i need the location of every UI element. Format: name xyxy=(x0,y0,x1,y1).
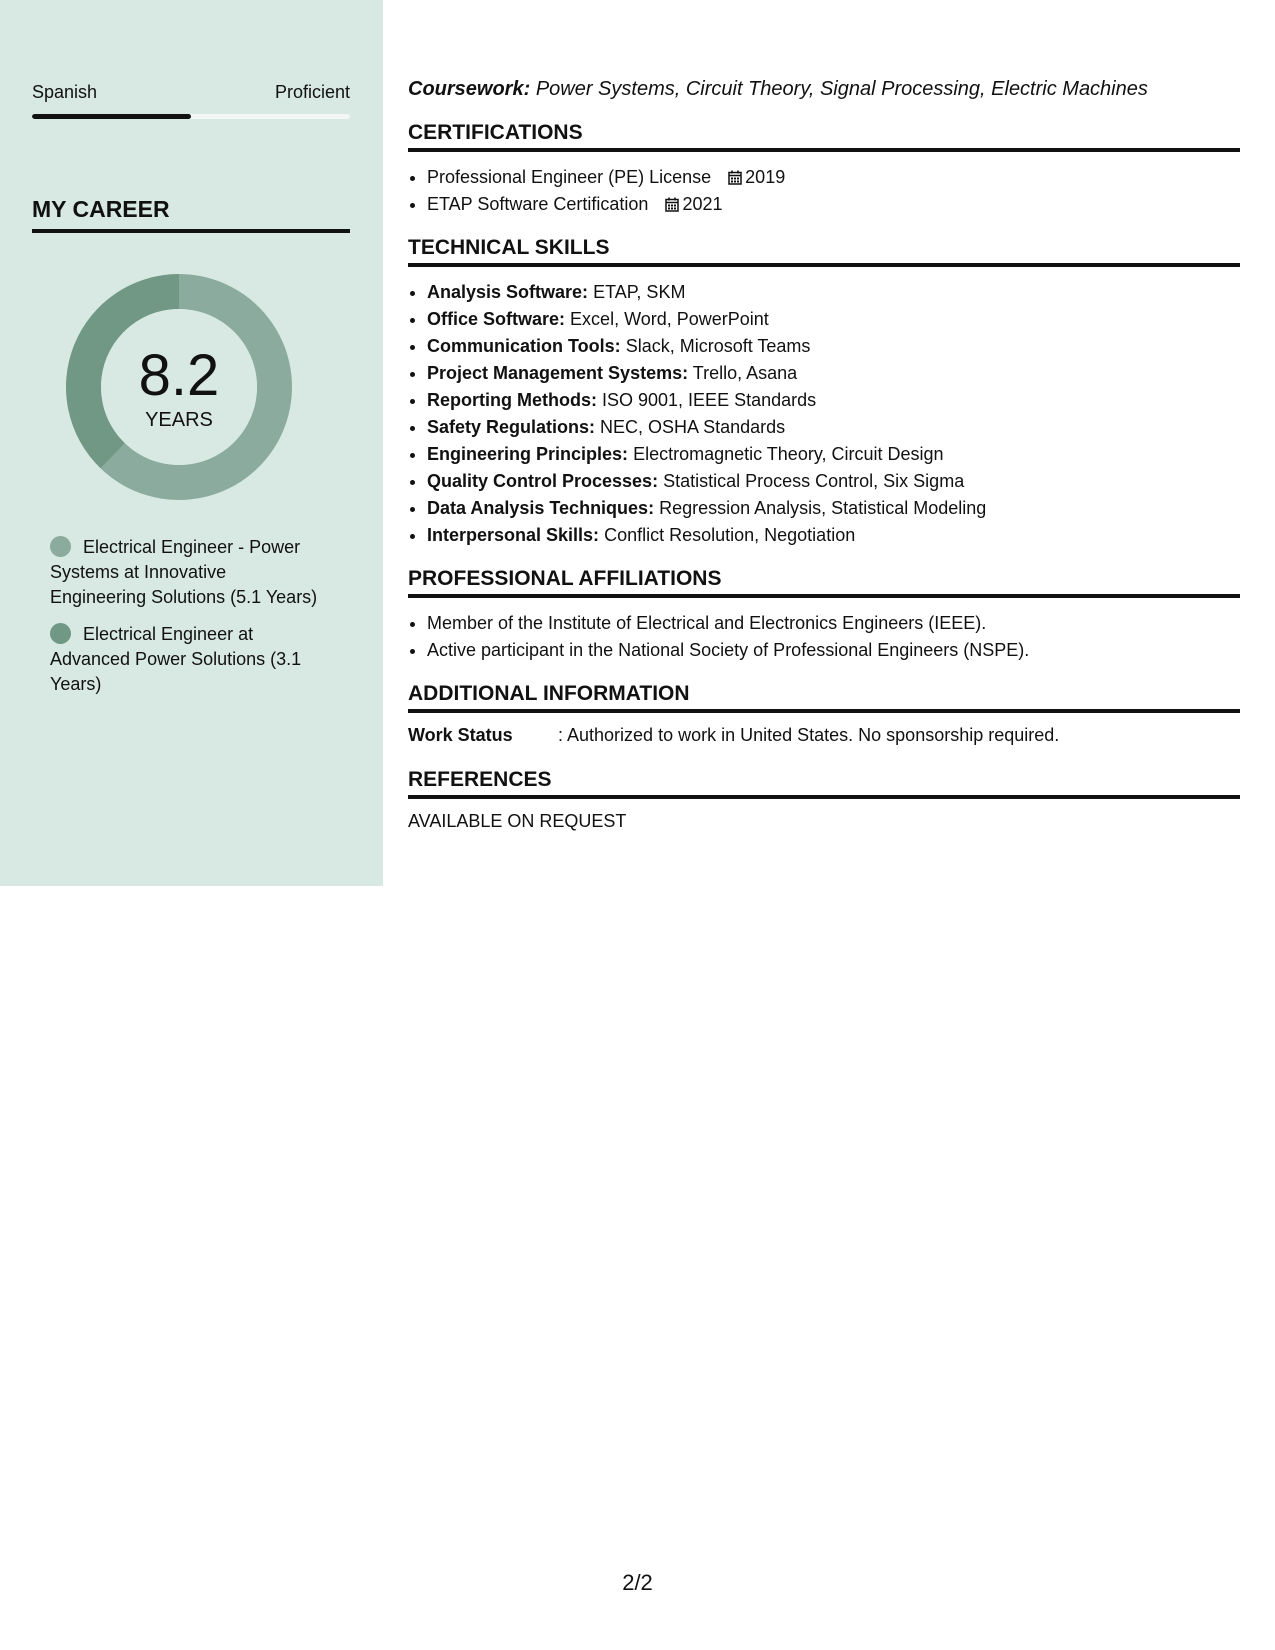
language-name: Spanish xyxy=(32,82,98,102)
skill-value: ISO 9001, IEEE Standards xyxy=(602,390,817,410)
work-status-value: : Authorized to work in United States. No sponsorship required. xyxy=(558,725,1060,745)
career-item xyxy=(50,622,320,697)
skill-item xyxy=(427,414,1240,441)
skill-label: Communication Tools: xyxy=(427,336,621,356)
skill-item xyxy=(427,306,1240,333)
references-title: REFERENCES xyxy=(408,768,1240,799)
skill-label: Office Software: xyxy=(427,309,566,329)
skill-item xyxy=(427,495,1240,522)
skill-label: Interpersonal Skills: xyxy=(427,525,600,545)
skill-label: Data Analysis Techniques: xyxy=(427,498,655,518)
career-title: MY CAREER xyxy=(32,196,350,233)
certifications-title: CERTIFICATIONS xyxy=(408,121,1240,152)
skill-label: Safety Regulations: xyxy=(427,417,596,437)
affiliations-title: PROFESSIONAL AFFILIATIONS xyxy=(408,567,1240,598)
affiliation-item: • Member of the Institute of Electrical and Electronics Engineers (IEEE). xyxy=(427,610,1240,637)
skill-value: Electromagnetic Theory, Circuit Design xyxy=(633,444,944,464)
language-level: Proficient xyxy=(274,82,350,102)
skill-item xyxy=(427,360,1240,387)
skill-label: Engineering Principles: xyxy=(427,444,629,464)
skill-label: Quality Control Processes: xyxy=(427,471,659,491)
career-total-unit: YEARS xyxy=(145,408,213,431)
skill-value: ETAP, SKM xyxy=(593,282,686,302)
skill-value: Excel, Word, PowerPoint xyxy=(570,309,769,329)
certification-name: Professional Engineer (PE) License xyxy=(427,167,712,187)
skill-label: Analysis Software: xyxy=(427,282,589,302)
career-item-text: Electrical Engineer at Advanced Power Solutions (3.1 Years) xyxy=(50,624,302,694)
skill-value: Trello, Asana xyxy=(692,363,798,383)
career-total xyxy=(66,274,292,500)
coursework xyxy=(408,78,1240,101)
skill-item xyxy=(427,441,1240,468)
certification-item xyxy=(427,164,1240,191)
skill-value: NEC, OSHA Standards xyxy=(600,417,786,437)
career-legend-dot xyxy=(50,623,71,644)
calendar-icon xyxy=(665,197,679,212)
technical-skills-list xyxy=(408,279,1240,549)
technical-skills-title: TECHNICAL SKILLS xyxy=(408,236,1240,267)
career-legend-dot xyxy=(50,536,71,557)
certifications-list xyxy=(408,164,1240,218)
work-status-row xyxy=(408,725,1240,746)
affiliations-list xyxy=(408,610,1240,664)
language-proficiency-fill xyxy=(32,114,191,119)
sidebar xyxy=(0,0,383,886)
main-content xyxy=(408,78,1240,832)
skill-value: Slack, Microsoft Teams xyxy=(625,336,811,356)
skill-value: Conflict Resolution, Negotiation xyxy=(604,525,856,545)
coursework-label: Coursework: xyxy=(408,78,531,100)
page-number: 2/2 xyxy=(622,1570,653,1595)
skill-item xyxy=(427,333,1240,360)
certification-item xyxy=(427,191,1240,218)
career-item-text: Electrical Engineer - Power Systems at Innovative Engineering Solutions (5.1 Years) xyxy=(50,537,318,607)
certification-name: ETAP Software Certification xyxy=(427,194,649,214)
affiliation-item: • Active participant in the National Society of Professional Engineers (NSPE). xyxy=(427,637,1240,664)
certification-year: 2019 xyxy=(745,167,786,187)
skill-value: Regression Analysis, Statistical Modeling xyxy=(659,498,987,518)
skill-item xyxy=(427,522,1240,549)
references-text: AVAILABLE ON REQUEST xyxy=(408,811,627,831)
skill-value: Statistical Process Control, Six Sigma xyxy=(663,471,965,491)
additional-info-title: ADDITIONAL INFORMATION xyxy=(408,682,1240,713)
career-total-years: 8.2 xyxy=(138,342,220,408)
skill-label: Reporting Methods: xyxy=(427,390,597,410)
skill-label: Project Management Systems: xyxy=(427,363,689,383)
career-list xyxy=(50,535,320,709)
certification-year: 2021 xyxy=(682,194,723,214)
skill-item xyxy=(427,468,1240,495)
career-item xyxy=(50,535,320,610)
language-proficiency-bar xyxy=(32,114,350,119)
language-row xyxy=(32,82,350,103)
skill-item xyxy=(427,279,1240,306)
coursework-text: Power Systems, Circuit Theory, Signal Processing, Electric Machines xyxy=(535,78,1148,100)
calendar-icon xyxy=(728,170,742,185)
work-status-label: Work Status xyxy=(408,725,513,745)
skill-item xyxy=(427,387,1240,414)
